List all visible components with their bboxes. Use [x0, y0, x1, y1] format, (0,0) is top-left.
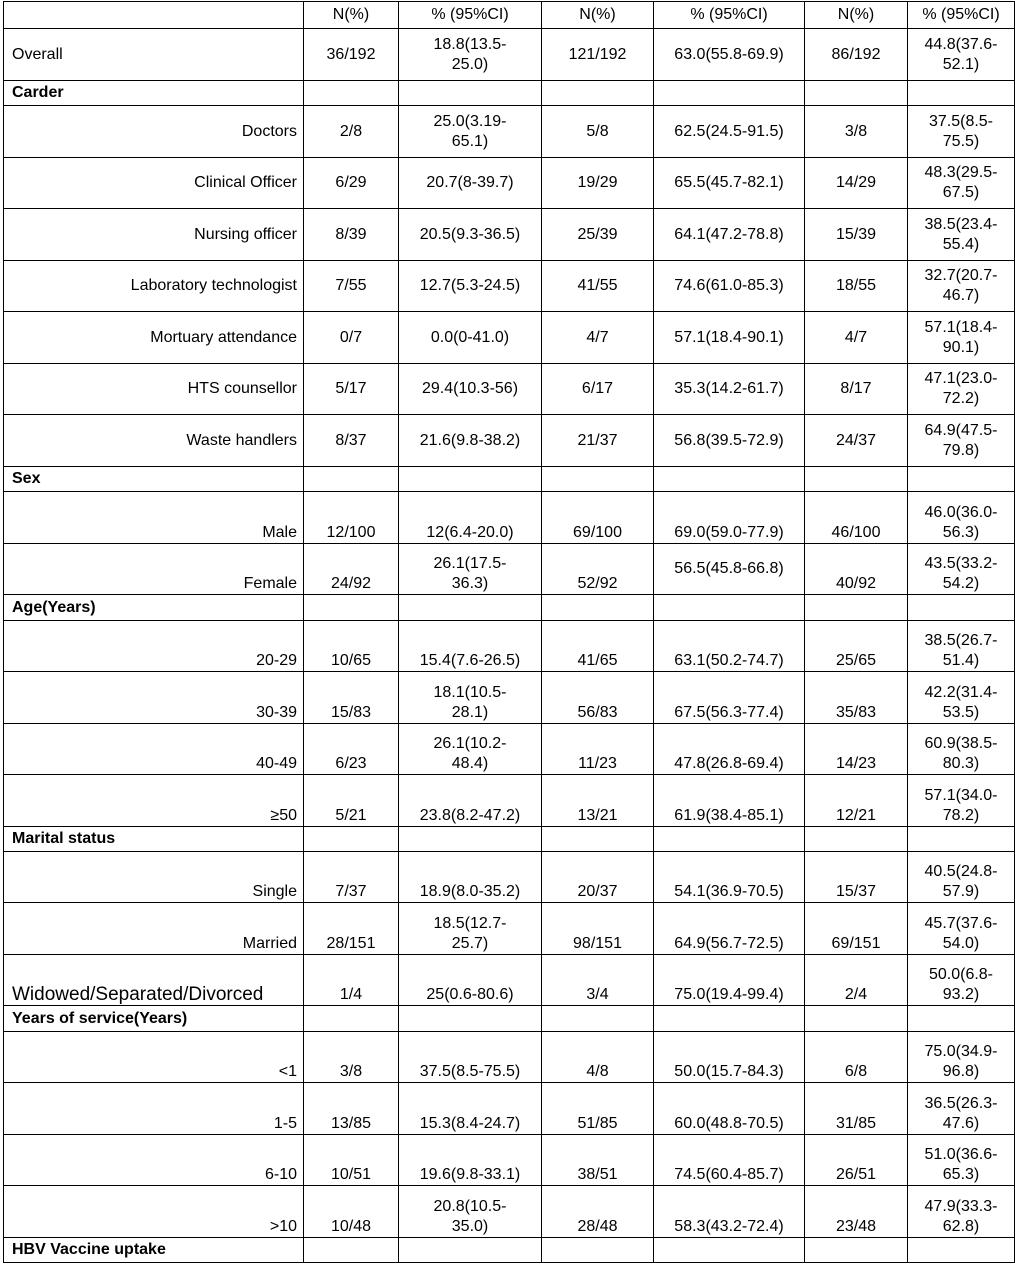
cell: 15/39	[805, 209, 908, 261]
cell: 74.6(61.0-85.3)	[654, 261, 805, 312]
cell: 18.1(10.5- 28.1)	[399, 672, 542, 724]
cell: 7/37	[304, 852, 399, 903]
row-label: Single	[4, 852, 304, 903]
cell: 25/39	[542, 209, 654, 261]
cell: 35/83	[805, 672, 908, 724]
cell: 37.5(8.5-75.5)	[399, 1032, 542, 1083]
table-row	[4, 724, 1015, 775]
cell: 60.9(38.5- 80.3)	[908, 724, 1015, 775]
table-row	[4, 1135, 1015, 1186]
section-heading: Sex	[4, 467, 304, 492]
header-cell-n: N(%)	[304, 2, 399, 29]
cell: 15.4(7.6-26.5)	[399, 621, 542, 672]
cell: 36/192	[304, 29, 399, 81]
cell: 8/37	[304, 415, 399, 467]
row-label: Clinical Officer	[4, 158, 304, 209]
cell: 24/37	[805, 415, 908, 467]
header-cell-ci: % (95%CI)	[908, 2, 1015, 29]
table-row	[4, 364, 1015, 415]
row-label: 6-10	[4, 1135, 304, 1186]
cell: 2/8	[304, 106, 399, 158]
table-row	[4, 852, 1015, 903]
cell: 6/29	[304, 158, 399, 209]
table-row	[4, 621, 1015, 672]
row-label: 20-29	[4, 621, 304, 672]
table-row	[4, 1083, 1015, 1135]
cell: 38/51	[542, 1135, 654, 1186]
cell: 50.0(15.7-84.3)	[654, 1032, 805, 1083]
cell: 18.9(8.0-35.2)	[399, 852, 542, 903]
cell: 67.5(56.3-77.4)	[654, 672, 805, 724]
cell: 18/55	[805, 261, 908, 312]
overall-row	[4, 29, 1015, 81]
cell: 36.5(26.3- 47.6)	[908, 1083, 1015, 1135]
row-label: Overall	[4, 29, 304, 81]
cell: 15/83	[304, 672, 399, 724]
cell: 19.6(9.8-33.1)	[399, 1135, 542, 1186]
section-heading-row	[4, 827, 1015, 852]
cell: 47.8(26.8-69.4)	[654, 724, 805, 775]
cell: 64.9(47.5- 79.8)	[908, 415, 1015, 467]
cell: 25/65	[805, 621, 908, 672]
cell: 20.7(8-39.7)	[399, 158, 542, 209]
cell: 25(0.6-80.6)	[399, 955, 542, 1006]
cell: 12.7(5.3-24.5)	[399, 261, 542, 312]
cell: 10/65	[304, 621, 399, 672]
cell: 69/100	[542, 492, 654, 544]
results-table	[3, 1, 1015, 1263]
row-label: Nursing officer	[4, 209, 304, 261]
header-row	[4, 2, 1015, 29]
cell: 3/8	[805, 106, 908, 158]
cell: 56/83	[542, 672, 654, 724]
cell: 43.5(33.2- 54.2)	[908, 544, 1015, 595]
cell: 29.4(10.3-56)	[399, 364, 542, 415]
cell: 51.0(36.6- 65.3)	[908, 1135, 1015, 1186]
cell: 57.1(18.4- 90.1)	[908, 312, 1015, 364]
row-label: <1	[4, 1032, 304, 1083]
cell: 1/4	[304, 955, 399, 1006]
row-label: Female	[4, 544, 304, 595]
table-row	[4, 158, 1015, 209]
row-label: Male	[4, 492, 304, 544]
cell: 28/151	[304, 903, 399, 955]
row-label: 40-49	[4, 724, 304, 775]
cell: 23.8(8.2-47.2)	[399, 775, 542, 827]
cell: 20/37	[542, 852, 654, 903]
cell: 14/29	[805, 158, 908, 209]
table-row	[4, 775, 1015, 827]
cell: 63.0(55.8-69.9)	[654, 29, 805, 81]
cell: 50.0(6.8- 93.2)	[908, 955, 1015, 1006]
cell: 47.9(33.3- 62.8)	[908, 1186, 1015, 1238]
cell: 20.5(9.3-36.5)	[399, 209, 542, 261]
cell: 11/23	[542, 724, 654, 775]
cell: 121/192	[542, 29, 654, 81]
cell: 26/51	[805, 1135, 908, 1186]
cell: 5/21	[304, 775, 399, 827]
cell: 52/92	[542, 544, 654, 595]
cell: 38.5(26.7- 51.4)	[908, 621, 1015, 672]
cell: 69.0(59.0-77.9)	[654, 492, 805, 544]
cell: 57.1(18.4-90.1)	[654, 312, 805, 364]
cell: 12(6.4-20.0)	[399, 492, 542, 544]
cell: 64.9(56.7-72.5)	[654, 903, 805, 955]
cell: 63.1(50.2-74.7)	[654, 621, 805, 672]
cell: 3/4	[542, 955, 654, 1006]
cell: 46/100	[805, 492, 908, 544]
section-heading-row	[4, 81, 1015, 106]
section-heading: Years of service(Years)	[4, 1006, 304, 1032]
section-heading: Age(Years)	[4, 595, 304, 621]
header-cell-ci: % (95%CI)	[654, 2, 805, 29]
cell: 46.0(36.0- 56.3)	[908, 492, 1015, 544]
cell: 75.0(19.4-99.4)	[654, 955, 805, 1006]
cell: 40/92	[805, 544, 908, 595]
cell: 10/51	[304, 1135, 399, 1186]
table-row	[4, 1032, 1015, 1083]
cell: 18.8(13.5- 25.0)	[399, 29, 542, 81]
cell: 5/8	[542, 106, 654, 158]
cell: 41/55	[542, 261, 654, 312]
cell: 20.8(10.5- 35.0)	[399, 1186, 542, 1238]
cell: 0.0(0-41.0)	[399, 312, 542, 364]
cell: 44.8(37.6- 52.1)	[908, 29, 1015, 81]
cell: 69/151	[805, 903, 908, 955]
cell: 15/37	[805, 852, 908, 903]
section-heading-row	[4, 1238, 1015, 1263]
cell: 28/48	[542, 1186, 654, 1238]
cell: 13/21	[542, 775, 654, 827]
cell: 26.1(10.2- 48.4)	[399, 724, 542, 775]
table-row	[4, 261, 1015, 312]
row-label: Married	[4, 903, 304, 955]
cell: 54.1(36.9-70.5)	[654, 852, 805, 903]
cell: 26.1(17.5- 36.3)	[399, 544, 542, 595]
cell: 58.3(43.2-72.4)	[654, 1186, 805, 1238]
cell: 74.5(60.4-85.7)	[654, 1135, 805, 1186]
row-label: ≥50	[4, 775, 304, 827]
row-label: HTS counsellor	[4, 364, 304, 415]
cell: 8/39	[304, 209, 399, 261]
cell: 35.3(14.2-61.7)	[654, 364, 805, 415]
row-label: Widowed/Separated/Divorced	[4, 955, 304, 1006]
cell: 31/85	[805, 1083, 908, 1135]
cell: 41/65	[542, 621, 654, 672]
section-heading: Marital status	[4, 827, 304, 852]
section-heading: HBV Vaccine uptake	[4, 1238, 304, 1263]
table-row	[4, 492, 1015, 544]
cell: 4/7	[805, 312, 908, 364]
cell: 4/8	[542, 1032, 654, 1083]
cell: 10/48	[304, 1186, 399, 1238]
header-cell-n: N(%)	[542, 2, 654, 29]
cell: 48.3(29.5- 67.5)	[908, 158, 1015, 209]
cell: 24/92	[304, 544, 399, 595]
cell: 32.7(20.7- 46.7)	[908, 261, 1015, 312]
cell: 13/85	[304, 1083, 399, 1135]
table-row	[4, 672, 1015, 724]
cell: 56.8(39.5-72.9)	[654, 415, 805, 467]
cell: 7/55	[304, 261, 399, 312]
cell: 42.2(31.4- 53.5)	[908, 672, 1015, 724]
table-row	[4, 544, 1015, 595]
cell: 12/21	[805, 775, 908, 827]
cell: 21.6(9.8-38.2)	[399, 415, 542, 467]
cell: 6/17	[542, 364, 654, 415]
cell: 75.0(34.9- 96.8)	[908, 1032, 1015, 1083]
cell: 4/7	[542, 312, 654, 364]
table-row	[4, 415, 1015, 467]
row-label: Waste handlers	[4, 415, 304, 467]
cell: 61.9(38.4-85.1)	[654, 775, 805, 827]
cell: 3/8	[304, 1032, 399, 1083]
cell: 23/48	[805, 1186, 908, 1238]
section-heading-row	[4, 1006, 1015, 1032]
row-label: Mortuary attendance	[4, 312, 304, 364]
cell: 12/100	[304, 492, 399, 544]
table-row	[4, 209, 1015, 261]
cell: 64.1(47.2-78.8)	[654, 209, 805, 261]
cell: 38.5(23.4- 55.4)	[908, 209, 1015, 261]
cell: 5/17	[304, 364, 399, 415]
table-row	[4, 106, 1015, 158]
cell: 6/8	[805, 1032, 908, 1083]
header-cell-label	[4, 2, 304, 29]
section-heading-row	[4, 467, 1015, 492]
cell: 2/4	[805, 955, 908, 1006]
cell: 6/23	[304, 724, 399, 775]
cell: 19/29	[542, 158, 654, 209]
cell: 25.0(3.19- 65.1)	[399, 106, 542, 158]
header-cell-n: N(%)	[805, 2, 908, 29]
cell: 65.5(45.7-82.1)	[654, 158, 805, 209]
cell: 21/37	[542, 415, 654, 467]
section-heading-row	[4, 595, 1015, 621]
cell: 18.5(12.7- 25.7)	[399, 903, 542, 955]
row-label: 30-39	[4, 672, 304, 724]
row-label: >10	[4, 1186, 304, 1238]
cell: 60.0(48.8-70.5)	[654, 1083, 805, 1135]
section-heading: Carder	[4, 81, 304, 106]
cell: 86/192	[805, 29, 908, 81]
row-label: Doctors	[4, 106, 304, 158]
table-row	[4, 903, 1015, 955]
cell: 51/85	[542, 1083, 654, 1135]
cell: 40.5(24.8- 57.9)	[908, 852, 1015, 903]
cell: 62.5(24.5-91.5)	[654, 106, 805, 158]
cell: 57.1(34.0- 78.2)	[908, 775, 1015, 827]
row-label: 1-5	[4, 1083, 304, 1135]
cell: 15.3(8.4-24.7)	[399, 1083, 542, 1135]
header-cell-ci: % (95%CI)	[399, 2, 542, 29]
cell: 98/151	[542, 903, 654, 955]
cell: 37.5(8.5- 75.5)	[908, 106, 1015, 158]
cell: 8/17	[805, 364, 908, 415]
table-row	[4, 1186, 1015, 1238]
cell: 47.1(23.0- 72.2)	[908, 364, 1015, 415]
table-row	[4, 955, 1015, 1006]
cell: 0/7	[304, 312, 399, 364]
cell: 45.7(37.6- 54.0)	[908, 903, 1015, 955]
cell: 14/23	[805, 724, 908, 775]
cell: 56.5(45.8-66.8)	[654, 544, 805, 595]
row-label: Laboratory technologist	[4, 261, 304, 312]
table-row	[4, 312, 1015, 364]
table-body	[4, 2, 1015, 1263]
